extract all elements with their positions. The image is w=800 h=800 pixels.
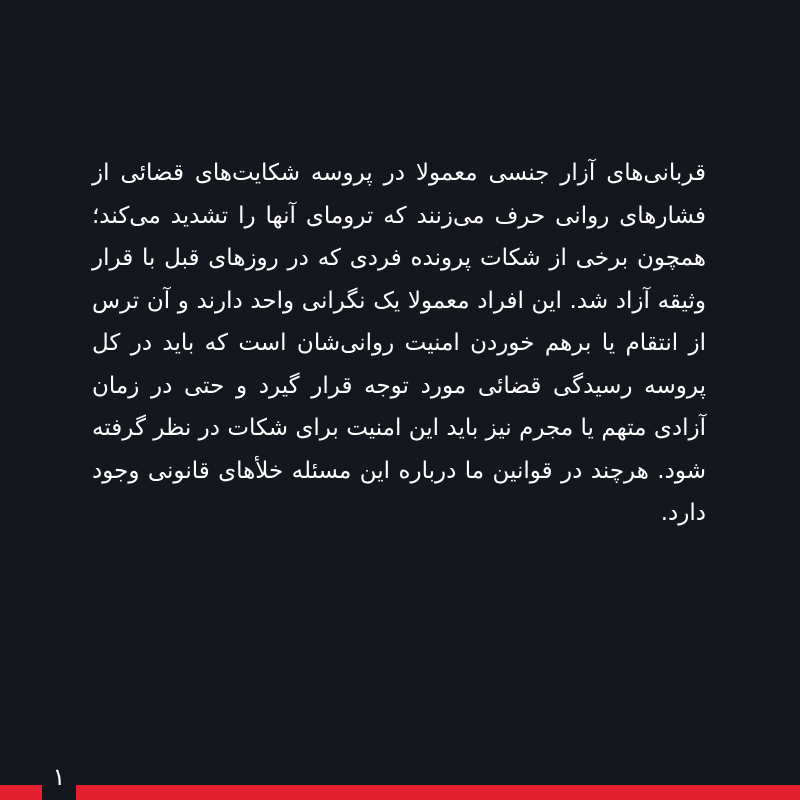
page-number: ۱ [52, 763, 66, 791]
body-paragraph: قربانی‌های آزار جنسی معمولا در پروسه شکایت‌های قضائی از فشارهای روانی حرف می‌زنند که ترومای آنها را تشدید می‌کند؛ همچون برخی از شکات پرونده فردی که در روزهای قبل با قرار وثیقه آزاد شد. این افراد معمولا یک نگرانی واحد دارند و آن ترس از انتقام یا برهم خوردن امنیت روانی‌شان است که باید در کل پروسه رسیدگی قضائی مورد توجه قرار گیرد و حتی در زمان آزادی متهم یا مجرم نیز باید این امنیت برای شکات در نظر گرفته شود. هرچند در قوانین ما درباره این مسئله خلأهای قانونی وجود دارد. [92, 160, 706, 526]
red-footer-bar [0, 785, 800, 800]
